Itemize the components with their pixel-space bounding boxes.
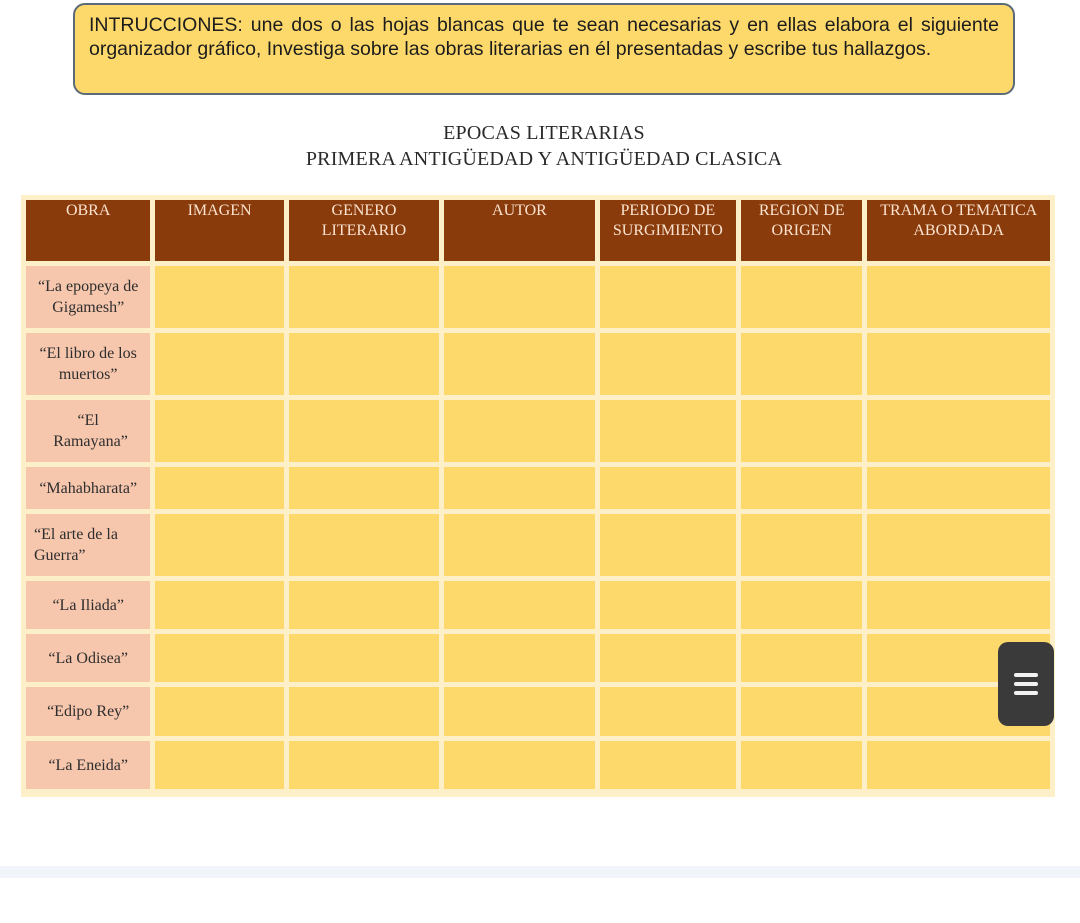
imagen-cell <box>155 687 283 736</box>
imagen-cell <box>155 333 283 395</box>
column-header-autor: AUTOR <box>444 200 594 261</box>
work-title-cell <box>26 514 150 576</box>
instructions-box <box>73 3 1015 95</box>
periodo-cell <box>600 266 736 328</box>
table-row <box>26 333 1050 395</box>
region-cell <box>741 467 862 509</box>
work-title-cell <box>26 400 150 462</box>
autor-cell <box>444 741 594 789</box>
page-title: EPOCAS LITERARIAS <box>443 122 645 144</box>
work-title-cell: “La Eneida” <box>26 741 150 789</box>
trama-cell <box>867 467 1050 509</box>
genero-cell <box>289 467 439 509</box>
table-row <box>26 514 1050 576</box>
trama-cell <box>867 514 1050 576</box>
periodo-cell <box>600 581 736 629</box>
autor-cell <box>444 333 594 395</box>
work-title-cell: “La epopeya de Gigamesh” <box>26 266 150 328</box>
autor-cell <box>444 400 594 462</box>
column-header-obra: OBRA <box>26 200 150 261</box>
genero-cell <box>289 266 439 328</box>
periodo-cell <box>600 514 736 576</box>
header-row <box>26 200 1050 261</box>
imagen-cell <box>155 634 283 682</box>
region-cell <box>741 514 862 576</box>
imagen-cell <box>155 266 283 328</box>
trama-cell <box>867 741 1050 789</box>
periodo-cell <box>600 467 736 509</box>
column-header-region: REGION DE ORIGEN <box>741 200 862 261</box>
genero-cell <box>289 514 439 576</box>
trama-cell <box>867 581 1050 629</box>
periodo-cell <box>600 333 736 395</box>
menu-button[interactable] <box>998 642 1054 726</box>
region-cell <box>741 333 862 395</box>
autor-cell <box>444 581 594 629</box>
page-subtitle: PRIMERA ANTIGÜEDAD Y ANTIGÜEDAD CLASICA <box>305 148 783 170</box>
region-cell <box>741 400 862 462</box>
autor-cell <box>444 467 594 509</box>
table-row <box>26 581 1050 629</box>
trama-cell <box>867 400 1050 462</box>
region-cell <box>741 634 862 682</box>
periodo-cell <box>600 634 736 682</box>
column-header-genero: GENERO LITERARIO <box>289 200 439 261</box>
genero-cell <box>289 400 439 462</box>
genero-cell <box>289 634 439 682</box>
trama-cell <box>867 266 1050 328</box>
work-title-cell: “El libro de los muertos” <box>26 333 150 395</box>
imagen-cell <box>155 467 283 509</box>
autor-cell <box>444 634 594 682</box>
autor-cell <box>444 514 594 576</box>
work-title-cell: “La Odisea” <box>26 634 150 682</box>
region-cell <box>741 266 862 328</box>
table-row <box>26 266 1050 328</box>
hamburger-menu-icon <box>1014 673 1038 695</box>
periodo-cell <box>600 687 736 736</box>
table-row <box>26 741 1050 789</box>
periodo-cell <box>600 741 736 789</box>
organizer-table <box>21 195 1055 794</box>
imagen-cell <box>155 741 283 789</box>
periodo-cell <box>600 400 736 462</box>
genero-cell <box>289 581 439 629</box>
trama-cell <box>867 333 1050 395</box>
genero-cell <box>289 741 439 789</box>
region-cell <box>741 741 862 789</box>
bottom-divider <box>0 866 1080 878</box>
work-title-cell: “La Iliada” <box>26 581 150 629</box>
autor-cell <box>444 687 594 736</box>
work-title-cell: “Mahabharata” <box>26 467 150 509</box>
genero-cell <box>289 333 439 395</box>
work-title-text: “El Ramayana” <box>53 412 128 450</box>
imagen-cell <box>155 581 283 629</box>
instructions-text: INTRUCCIONES: une dos o las hojas blancas que te sean necesarias y en ellas elabora el siguiente organizador gráfico, Investiga sobre las obras literarias en él presentadas y escribe tus hallazgos. <box>89 14 999 60</box>
column-header-periodo: PERIODO DE SURGIMIENTO <box>600 200 736 261</box>
table-row <box>26 400 1050 462</box>
table-row <box>26 467 1050 509</box>
genero-cell <box>289 687 439 736</box>
region-cell <box>741 687 862 736</box>
work-title-cell: “Edipo Rey” <box>26 687 150 736</box>
column-header-imagen: IMAGEN <box>155 200 283 261</box>
table-row <box>26 687 1050 736</box>
autor-cell <box>444 266 594 328</box>
column-header-trama: TRAMA O TEMATICA ABORDADA <box>867 200 1050 261</box>
imagen-cell <box>155 400 283 462</box>
region-cell <box>741 581 862 629</box>
organizer-table-container <box>21 195 1055 797</box>
table-row <box>26 634 1050 682</box>
imagen-cell <box>155 514 283 576</box>
work-title-text: “El arte de la Guerra” <box>34 526 118 564</box>
